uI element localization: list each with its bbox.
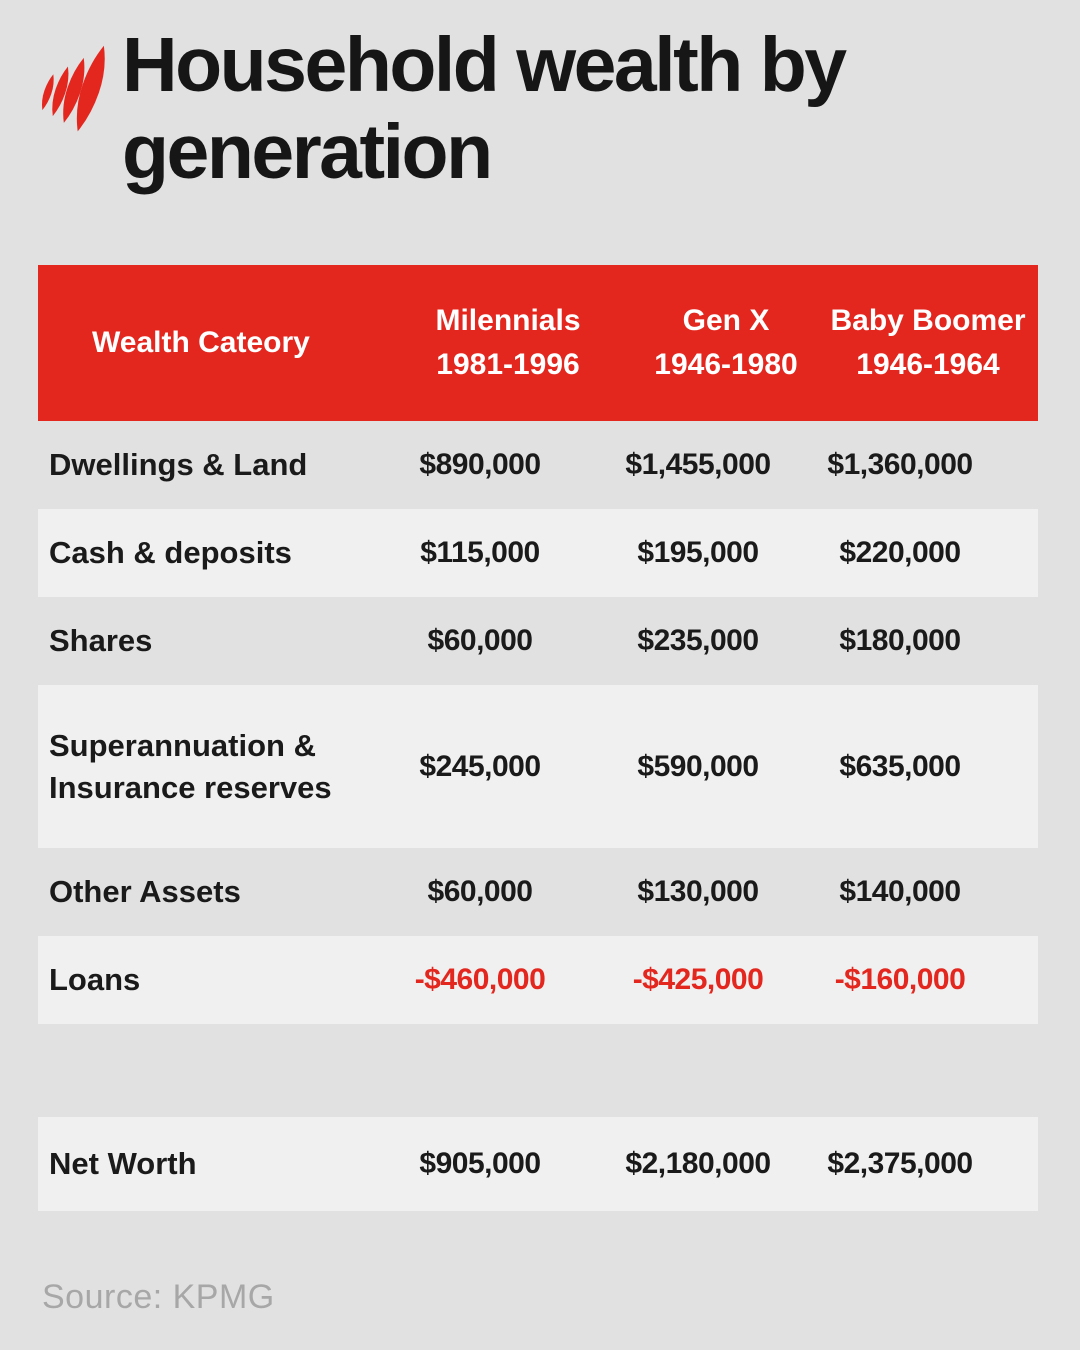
row-label: Cash & deposits [49,535,292,570]
sbs-logo-icon [38,38,106,132]
row-value-genx: -$425,000 [632,963,764,996]
row-value-boomer: $635,000 [839,749,961,783]
header-col-genx [610,299,842,387]
header-col-millennials [406,299,610,387]
row-label: Net Worth [49,1146,197,1181]
sbs-logo [38,38,106,132]
table-row [38,936,1038,1024]
header-category-label: Wealth Cateory [92,326,310,359]
header-col-boomer [830,299,1026,387]
row-value-genx: $195,000 [637,536,759,569]
row-value-genx: $130,000 [637,875,759,908]
header-col-years: 1946-1964 [856,348,1000,381]
table-row [38,685,1038,848]
row-value-genx: $590,000 [637,749,759,783]
row-value-boomer: $1,360,000 [827,448,973,481]
header-col-name: Baby Boomer [830,304,1026,337]
row-value-genx: $1,455,000 [625,448,771,481]
row-label: Other Assets [49,874,241,909]
table-body [38,421,1038,1024]
row-value-millennials: -$460,000 [414,963,546,996]
row-value-millennials: $60,000 [427,624,533,657]
row-value-millennials: $890,000 [419,448,541,481]
networth-holder [38,1117,1038,1211]
row-value-boomer: $220,000 [839,536,961,569]
row-label: Superannuation & Insurance reserves [49,727,332,805]
row-value-boomer: $2,375,000 [827,1147,973,1180]
table-row [38,597,1038,685]
row-value-genx: $235,000 [637,624,759,657]
row-value-boomer: $180,000 [839,624,961,657]
header-col-name: Milennials [435,304,581,337]
row-gap [38,1024,1038,1117]
wealth-table [38,265,1038,1211]
table-row [38,421,1038,509]
table-header-row [38,265,1038,421]
row-label: Loans [49,962,141,997]
header-col-years: 1981-1996 [436,348,580,381]
header-col-name: Gen X [682,304,770,337]
table-row [38,1117,1038,1211]
row-value-boomer: -$160,000 [834,963,966,996]
table-row [38,509,1038,597]
row-value-millennials: $245,000 [419,749,541,783]
row-label: Shares [49,623,153,658]
header-col-years: 1946-1980 [654,348,798,381]
row-value-millennials: $115,000 [420,536,540,569]
row-value-millennials: $60,000 [427,875,533,908]
row-value-millennials: $905,000 [419,1147,541,1180]
source-note: Source: KPMG [42,1278,275,1316]
row-value-boomer: $140,000 [839,875,961,908]
page-title: Household wealth by generation [122,22,845,195]
table-row [38,848,1038,936]
row-value-genx: $2,180,000 [625,1147,771,1180]
row-label: Dwellings & Land [49,447,308,482]
